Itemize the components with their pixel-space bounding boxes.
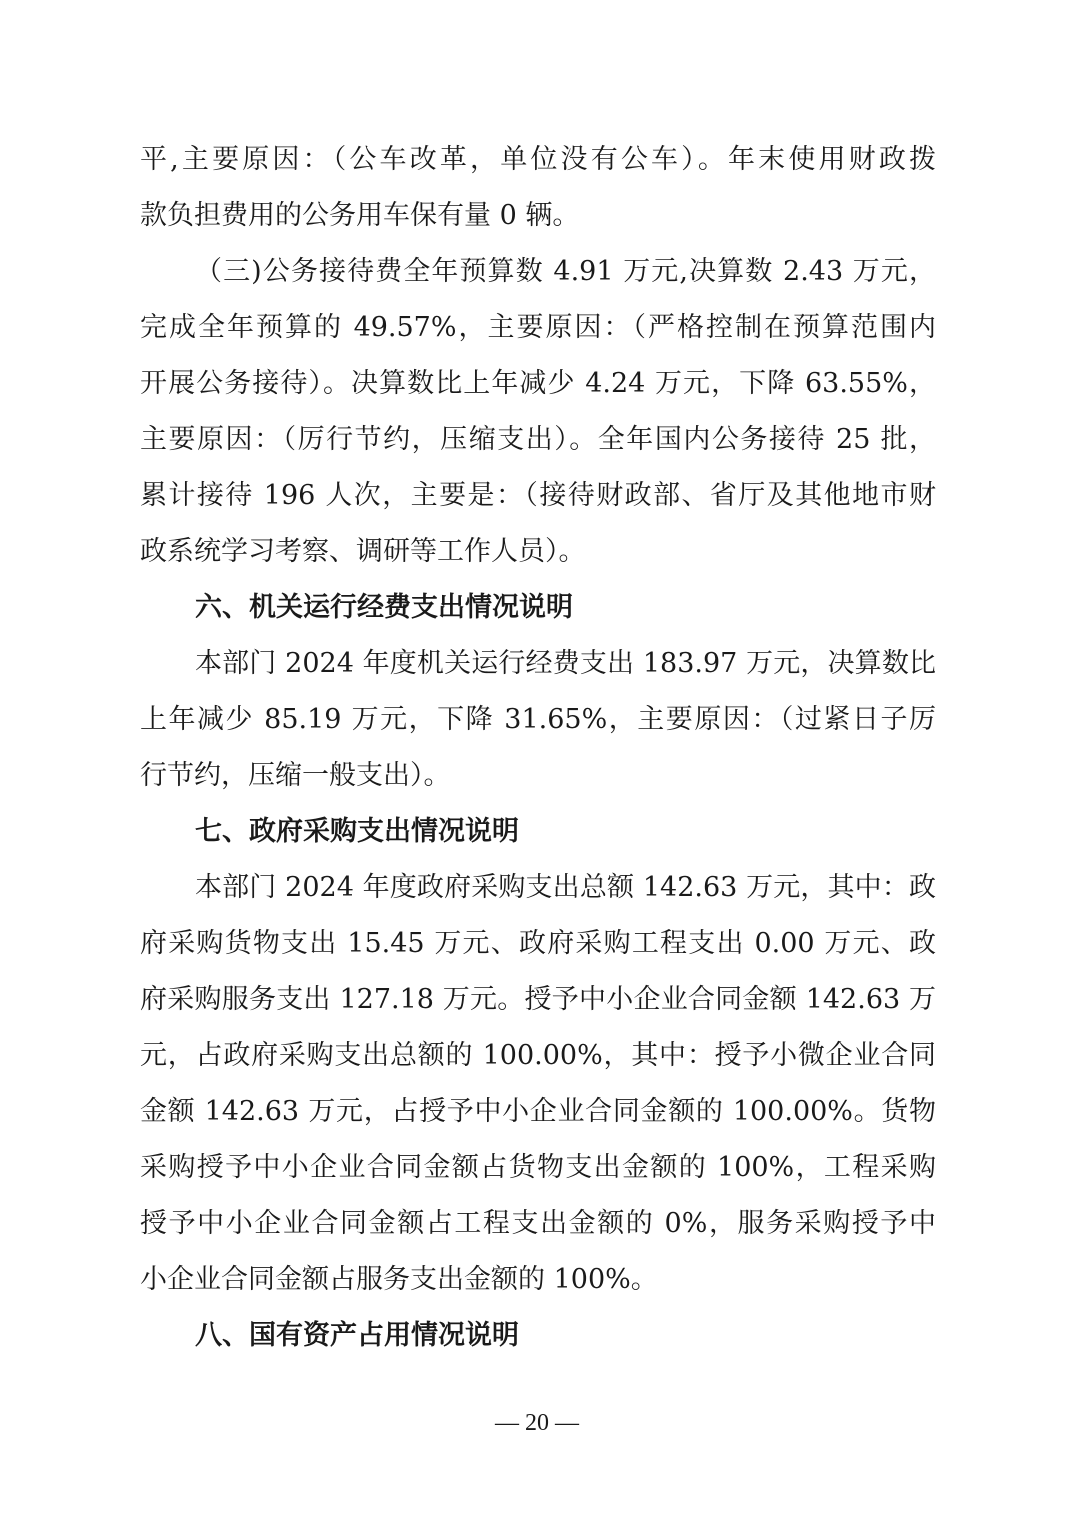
paragraph-line: （三)公务接待费全年预算数 4.91 万元,决算数 2.43 万元， bbox=[195, 256, 936, 287]
paragraph-line: 授予中小企业合同金额占工程支出金额的 0%，服务采购授予中 bbox=[140, 1208, 936, 1239]
paragraph-line: 款负担费用的公务用车保有量 0 辆。 bbox=[140, 200, 580, 231]
page-number: — 20 — bbox=[495, 1410, 579, 1436]
paragraph-line: 政系统学习考察、调研等工作人员）。 bbox=[140, 536, 586, 567]
paragraph-line: 府采购货物支出 15.45 万元、政府采购工程支出 0.00 万元、政 bbox=[140, 928, 936, 959]
paragraph-line: 金额 142.63 万元，占授予中小企业合同金额的 100.00%。货物 bbox=[140, 1096, 936, 1127]
section-heading: 六、机关运行经费支出情况说明 bbox=[195, 592, 573, 623]
paragraph-line: 完成全年预算的 49.57%，主要原因：（严格控制在预算范围内 bbox=[140, 312, 936, 343]
paragraph-line: 开展公务接待）。决算数比上年减少 4.24 万元，下降 63.55%， bbox=[140, 368, 936, 399]
paragraph-line: 平,主要原因：（公车改革，单位没有公车）。年末使用财政拨 bbox=[140, 144, 936, 175]
paragraph-line: 上年减少 85.19 万元，下降 31.65%，主要原因：（过紧日子厉 bbox=[140, 704, 936, 735]
paragraph-line: 本部门 2024 年度政府采购支出总额 142.63 万元，其中：政 bbox=[195, 872, 936, 903]
paragraph-line: 本部门 2024 年度机关运行经费支出 183.97 万元，决算数比 bbox=[195, 648, 936, 679]
paragraph-line: 行节约，压缩一般支出）。 bbox=[140, 760, 451, 791]
section-heading: 八、国有资产占用情况说明 bbox=[195, 1320, 519, 1351]
document-body bbox=[140, 132, 936, 1364]
paragraph-line: 元，占政府采购支出总额的 100.00%，其中：授予小微企业合同 bbox=[140, 1040, 936, 1071]
section-heading: 七、政府采购支出情况说明 bbox=[195, 816, 519, 847]
paragraph-line: 采购授予中小企业合同金额占货物支出金额的 100%，工程采购 bbox=[140, 1152, 936, 1183]
paragraph-line: 累计接待 196 人次，主要是：（接待财政部、省厅及其他地市财 bbox=[140, 480, 936, 511]
paragraph-line: 府采购服务支出 127.18 万元。授予中小企业合同金额 142.63 万 bbox=[140, 984, 936, 1015]
paragraph-line: 小企业合同金额占服务支出金额的 100%。 bbox=[140, 1264, 658, 1295]
paragraph-line: 主要原因：（厉行节约，压缩支出）。全年国内公务接待 25 批， bbox=[140, 424, 936, 455]
